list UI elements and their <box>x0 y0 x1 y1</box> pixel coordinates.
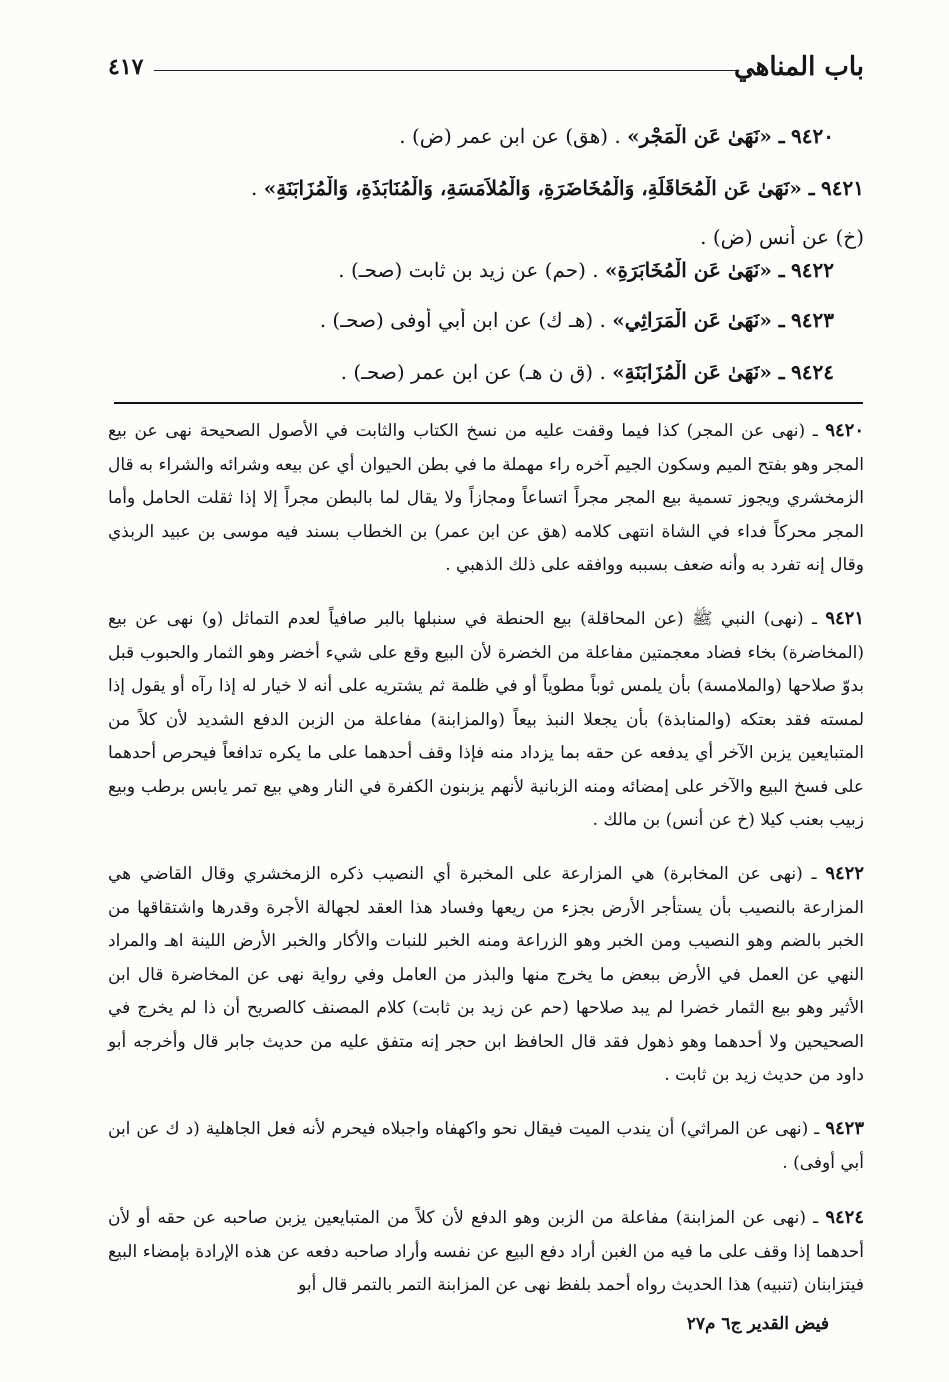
chapter-title: باب المناهي <box>733 52 864 82</box>
header-rule <box>154 70 736 71</box>
hadith-number: ٩٤٢١ <box>821 176 864 200</box>
commentary-text: ـ (نهى عن المجر) كذا فيما وقفت عليه من نسخ الكتاب والثابت في الأصول الصحيحة نهى عن بيع المجر وهو بفتح الميم وسكون الجيم آخره راء مهملة ما في بطن الحيوان أي عن بيعه وشرائه والشراء به قال الزمخشري ويجوز تسمية بيع المجر مجراً اتساعاً ومجازاً ولا يقال لما بالبطن مجراً إلا إذا ثقلت الحامل وأما المجر محركاً فداء في الشاة انتهى كلامه (هق عن ابن عمر) بن الخطاب بسند فيه موسى بن عبيد الربذي وقال إنه تفرد به وأنه ضعف بسببه ووافقه على ذلك الذهبي . <box>108 421 864 575</box>
hadith-source: . <box>251 176 258 200</box>
page-number: ٤١٧ <box>108 54 144 80</box>
commentary-number: ٩٤٢٢ <box>825 863 865 884</box>
hadith-text: «نَهَىٰ عَنِ الْمَجْرِ» <box>627 124 772 148</box>
hadith-source: . (هـ ك) عن ابن أبي أوفى (صحـ) . <box>319 308 606 332</box>
commentary-9422 <box>108 857 864 1093</box>
hadith-9423: ٩٤٢٣ ـ «نَهَىٰ عَنِ الْمَرَاثِي» . (هـ ك) عن ابن أبي أوفى (صحـ) . <box>319 308 834 332</box>
commentary-9423 <box>108 1112 864 1180</box>
commentary-number: ٩٤٢١ <box>825 608 864 629</box>
hadith-9421: ٩٤٢١ ـ «نَهَىٰ عَنِ الْمُحَاقَلَةِ، وَالْمُخَاضَرَةِ، وَالْمُلاَمَسَةِ، وَالْمُنَابَذَةِ، وَالْمُزَابَنَةِ» . <box>251 176 864 200</box>
hadith-number: ٩٤٢٢ <box>791 258 834 282</box>
commentary-number: ٩٤٢٤ <box>825 1207 864 1228</box>
commentary-number: ٩٤٢٣ <box>825 1118 864 1139</box>
hadith-text: «نَهَىٰ عَنِ الْمَرَاثِي» <box>612 308 772 332</box>
hadith-source: (خ) عن أنس (ض) . <box>700 225 864 249</box>
hadith-9422: ٩٤٢٢ ـ «نَهَىٰ عَنِ الْمُخَابَرَةِ» . (حم) عن زيد بن ثابت (صحـ) . <box>338 258 834 282</box>
hadith-source: . (هق) عن ابن عمر (ض) . <box>399 124 621 148</box>
commentary-9424 <box>108 1201 864 1303</box>
section-divider <box>114 402 863 404</box>
hadith-source: . (ق ن هـ) عن ابن عمر (صحـ) . <box>340 360 606 384</box>
page-header <box>108 48 864 88</box>
hadith-source: . (حم) عن زيد بن ثابت (صحـ) . <box>338 258 599 282</box>
commentary-text: ـ (نهى) النبي ﷺ (عن المحاقلة) بيع الحنطة في سنبلها بالبر صافياً لعدم التماثل (و) نهى عن بيع (المخاضرة) بخاء فضاد معجمتين مفاعلة من الخضرة لأن البيع وقع على شيء أخضر وهو الثمار والحبوب قبل بدوّ صلاحها (والملامسة) بأن يلمس ثوباً مطوياً أو في ظلمة ثم يشتريه على أنه لا خيار له إذا رآه أو يقول إذا لمسته فقد بعتكه (والمنابذة) بأن يجعلا النبذ بيعاً (والمزابنة) مفاعلة من الزبن الدفع الشديد لأن كلاً من المتبايعين يزبن الآخر أي يدفعه عن حقه بما يزداد منه فإذا وقف أحدهما على ما يكره تدافعاً فيحرص أحدهما على فسخ البيع والآخر على إمضائه ومنه الزبانية لأنهم يزبنون الكفرة في النار وهي بيع تمر يابس برطب وبيع زبيب بعنب كيلا (خ عن أنس) بن مالك . <box>108 609 864 830</box>
hadith-9424: ٩٤٢٤ ـ «نَهَىٰ عَنِ الْمُزَابَنَةِ» . (ق ن هـ) عن ابن عمر (صحـ) . <box>340 360 834 384</box>
commentary-text: ـ (نهى عن المراثي) أن يندب الميت فيقال نحو واكهفاه واجبلاه فيحرم لأنه فعل الجاهلية (د ك عن ابن أبي أوفى) . <box>108 1119 864 1173</box>
hadith-text: «نَهَىٰ عَنِ الْمُحَاقَلَةِ، وَالْمُخَاضَرَةِ، وَالْمُلاَمَسَةِ، وَالْمُنَابَذَةِ، وَالْمُزَابَنَةِ» <box>263 176 802 200</box>
hadith-number: ٩٤٢٤ <box>791 360 834 384</box>
commentary-text: ـ (نهى عن المزابنة) مفاعلة من الزبن وهو الدفع لأن كلاً من المتبايعين يزبن صاحبه عن حقه أو لأن أحدهما إذا وقف على ما فيه من الغبن أراد دفع البيع عن نفسه وأراد صاحبه دفعه عن هذه الإرادة بإمضاء البيع فيتزابنان (تنبيه) هذا الحديث رواه أحمد بلفظ نهى عن المزابنة التمر بالتمر قال أبو <box>108 1208 864 1295</box>
commentary-9421 <box>108 602 864 838</box>
hadith-number: ٩٤٢٣ <box>791 308 834 332</box>
hadith-text: «نَهَىٰ عَنِ الْمُزَابَنَةِ» <box>612 360 772 384</box>
hadith-9421-continuation <box>108 225 864 249</box>
hadith-number: ٩٤٢٠ <box>791 124 834 148</box>
hadith-text: «نَهَىٰ عَنِ الْمُخَابَرَةِ» <box>605 258 772 282</box>
commentary-text: ـ (نهى عن المخابرة) هي المزارعة على المخبرة أي النصيب ذكره الزمخشري وقال القاضي هي المزارعة بالنصيب بأن يستأجر الأرض بجزء من ريعها وفساد هذا العقد لجهالة الأجرة وقدرها واشتقاقها من الخبر بالضم وهو النصيب ومن الخبر وهو الزراعة ومنه الخبر للنبات والأكار والخبر الأرض اللينة اهـ والمراد النهي عن العمل في الأرض ببعض ما يخرج منها والبذر من العامل وفي رواية نهى عن المخاضرة قال ابن الأثير وهو بيع الثمار خضرا لم يبد صلاحها (حم عن زيد بن ثابت) كلام المصنف كالصريح أن ذا لم يخرج في الصحيحين ولا أحدهما وهو ذهول فقد قال الحافظ ابن حجر إنه متفق عليه من حديث جابر قال وأخرجه أبو داود من حديث زيد بن ثابت . <box>108 864 864 1085</box>
commentary-number: ٩٤٢٠ <box>825 420 865 441</box>
page-footer: فيض القدير ج٦ م٢٧ <box>686 1314 829 1334</box>
hadith-9420: ٩٤٢٠ ـ «نَهَىٰ عَنِ الْمَجْرِ» . (هق) عن ابن عمر (ض) . <box>399 124 834 148</box>
commentary-9420 <box>108 414 864 583</box>
